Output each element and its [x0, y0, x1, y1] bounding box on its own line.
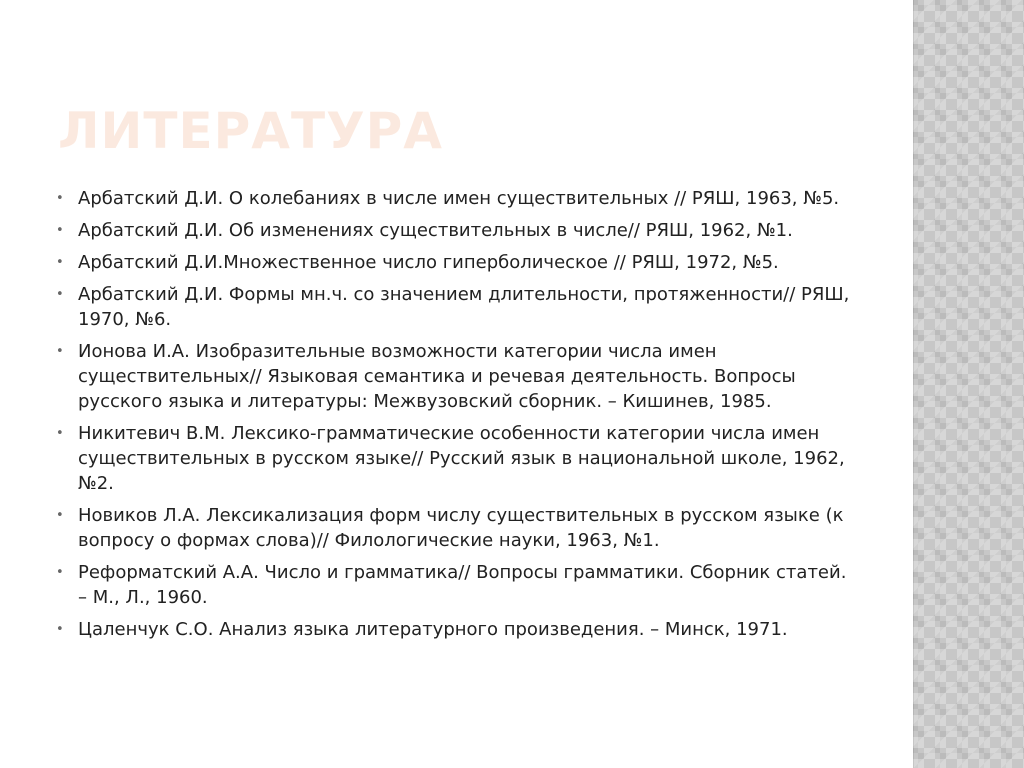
- reference-text: Ионова И.А. Изобразительные возможности категории числа имен существительных// Языковая семантика и речевая деятельность. Вопросы русского языка и литературы: Межвузовский сборник. – Кишинев, 1985.: [78, 341, 796, 412]
- reference-item: [56, 503, 856, 553]
- bullet-icon: •: [56, 191, 64, 206]
- reference-text: Реформатский А.А. Число и грамматика// Вопросы грамматики. Сборник статей. – М., Л., 1960.: [78, 562, 847, 608]
- reference-text: Арбатский Д.И.Множественное число гиперболическое // РЯШ, 1972, №5.: [78, 252, 779, 273]
- reference-item: [56, 218, 856, 243]
- bullet-icon: •: [56, 508, 64, 523]
- reference-text: Никитевич В.М. Лексико-грамматические особенности категории числа имен существительных в русском языке// Русский язык в национальной школе, 1962, №2.: [78, 423, 845, 494]
- reference-text: Арбатский Д.И. Об изменениях существительных в числе// РЯШ, 1962, №1.: [78, 220, 793, 241]
- reference-text: Цаленчук С.О. Анализ языка литературного произведения. – Минск, 1971.: [78, 619, 788, 640]
- reference-item: [56, 560, 856, 610]
- reference-item: [56, 421, 856, 496]
- bullet-icon: •: [56, 622, 64, 637]
- reference-item: [56, 339, 856, 414]
- bullet-icon: •: [56, 255, 64, 270]
- slide-title: ЛИТЕРАТУРА: [58, 102, 443, 160]
- bullet-icon: •: [56, 426, 64, 441]
- bullet-icon: •: [56, 223, 64, 238]
- references-content: [56, 186, 856, 649]
- bullet-icon: •: [56, 344, 64, 359]
- bullet-icon: •: [56, 565, 64, 580]
- reference-item: [56, 617, 856, 642]
- bullet-icon: •: [56, 287, 64, 302]
- references-list: [56, 186, 856, 642]
- reference-text: Новиков Л.А. Лексикализация форм числу существительных в русском языке (к вопросу о формах слова)// Филологические науки, 1963, №1.: [78, 505, 844, 551]
- reference-item: [56, 250, 856, 275]
- reference-text: Арбатский Д.И. О колебаниях в числе имен существительных // РЯШ, 1963, №5.: [78, 188, 840, 209]
- reference-item: [56, 282, 856, 332]
- decorative-side-pattern: [913, 0, 1024, 768]
- reference-item: [56, 186, 856, 211]
- reference-text: Арбатский Д.И. Формы мн.ч. со значением длительности, протяженности// РЯШ, 1970, №6.: [78, 284, 850, 330]
